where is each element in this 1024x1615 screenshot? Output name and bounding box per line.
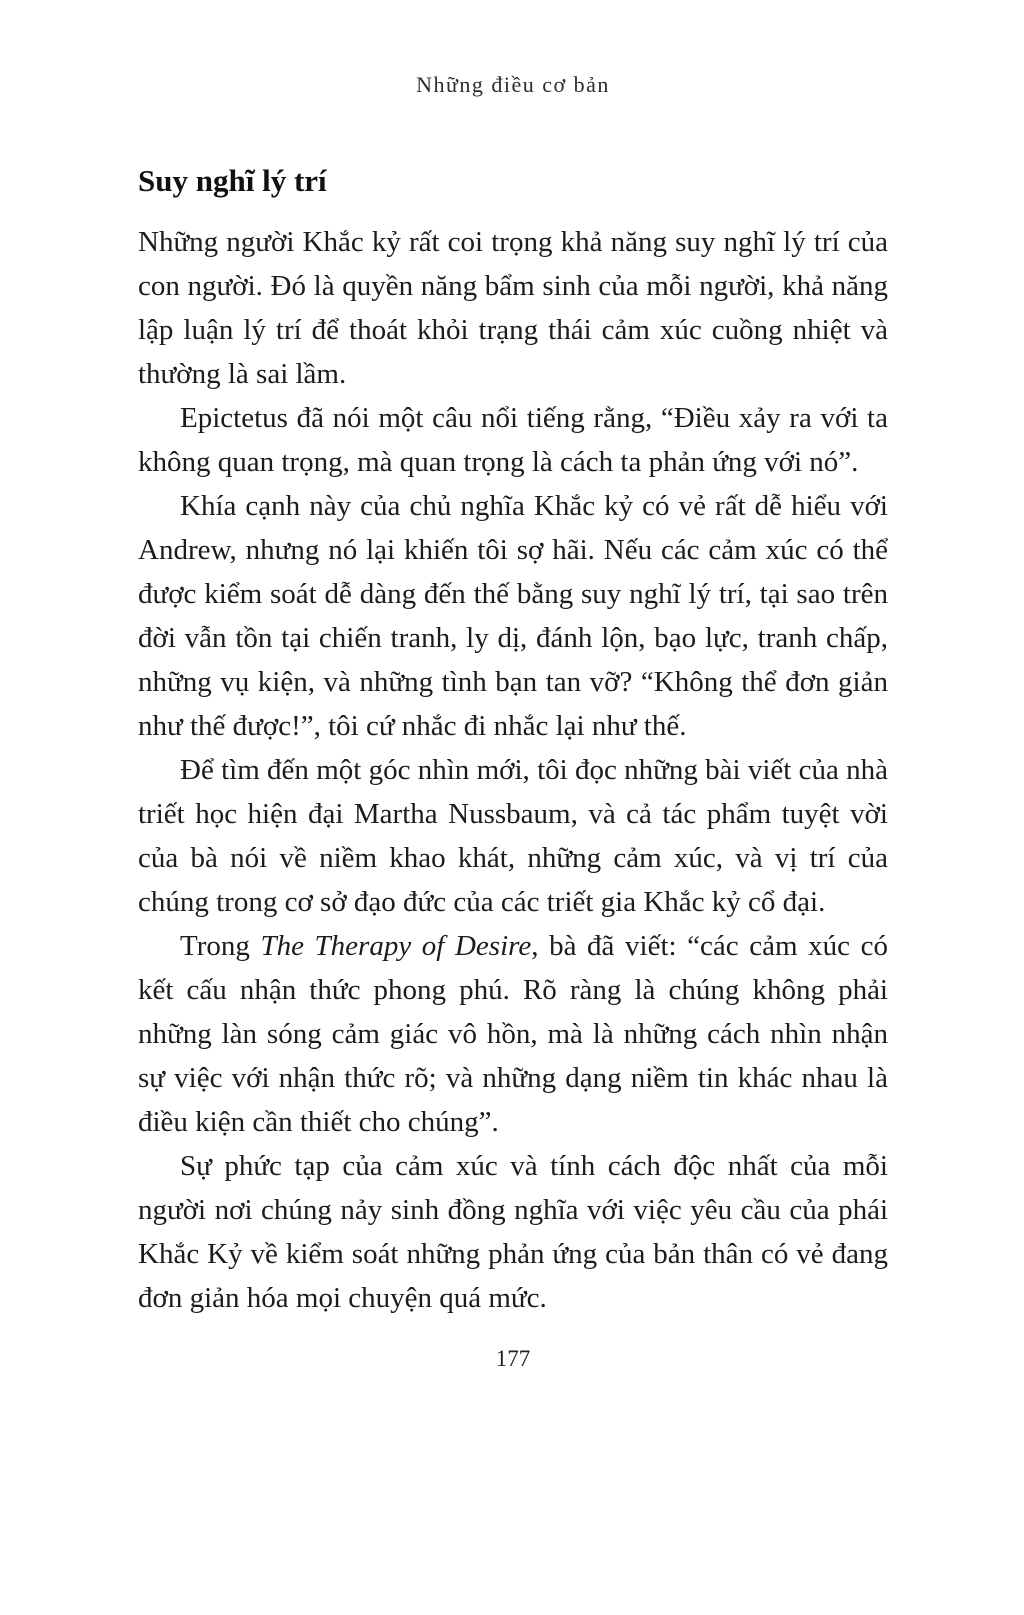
paragraph: Những người Khắc kỷ rất coi trọng khả năng suy nghĩ lý trí của con người. Đó là quyền năng bẩm sinh của mỗi người, khả năng lập luận lý trí để thoát khỏi trạng thái cảm xúc cuồng nhiệt và thường là sai lầm. bbox=[138, 226, 888, 390]
page-number: 177 bbox=[495, 1346, 531, 1371]
paragraph: Khía cạnh này của chủ nghĩa Khắc kỷ có vẻ rất dễ hiểu với Andrew, nhưng nó lại khiến tôi sợ hãi. Nếu các cảm xúc có thể được kiểm soát dễ dàng đến thế bằng suy nghĩ lý trí, tại sao trên đời vẫn tồn tại chiến tranh, ly dị, đánh lộn, bạo lực, tranh chấp, những vụ kiện, và những tình bạn tan vỡ? “Không thể đơn giản như thế được!”, tôi cứ nhắc đi nhắc lại như thế. bbox=[138, 490, 888, 742]
paragraph bbox=[138, 924, 888, 1144]
paragraph: Sự phức tạp của cảm xúc và tính cách độc nhất của mỗi người nơi chúng nảy sinh đồng nghĩa với việc yêu cầu của phái Khắc Kỷ về kiểm soát những phản ứng của bản thân có vẻ đang đơn giản hóa mọi chuyện quá mức. bbox=[138, 1150, 888, 1314]
section-title: Suy nghĩ lý trí bbox=[138, 163, 327, 198]
paragraph: Để tìm đến một góc nhìn mới, tôi đọc những bài viết của nhà triết học hiện đại Martha Nussbaum, và cả tác phẩm tuyệt vời của bà nói về niềm khao khát, những cảm xúc, và vị trí của chúng trong cơ sở đạo đức của các triết gia Khắc kỷ cổ đại. bbox=[138, 754, 888, 918]
running-header: Những điều cơ bản bbox=[416, 72, 610, 97]
paragraph-text: Trong bbox=[180, 930, 261, 962]
paragraph: Epictetus đã nói một câu nổi tiếng rằng, “Điều xảy ra với ta không quan trọng, mà quan trọng là cách ta phản ứng với nó”. bbox=[138, 402, 888, 478]
book-title: The Therapy of Desire bbox=[260, 930, 532, 962]
body-text bbox=[138, 220, 888, 1320]
paragraph-text: , bà đã viết: “các cảm xúc có kết cấu nhận thức phong phú. Rõ ràng là chúng không phải những làn sóng cảm giác vô hồn, mà là những cách nhìn nhận sự việc với nhận thức rõ; và những dạng niềm tin khác nhau là điều kiện cần thiết cho chúng”. bbox=[138, 930, 888, 1138]
